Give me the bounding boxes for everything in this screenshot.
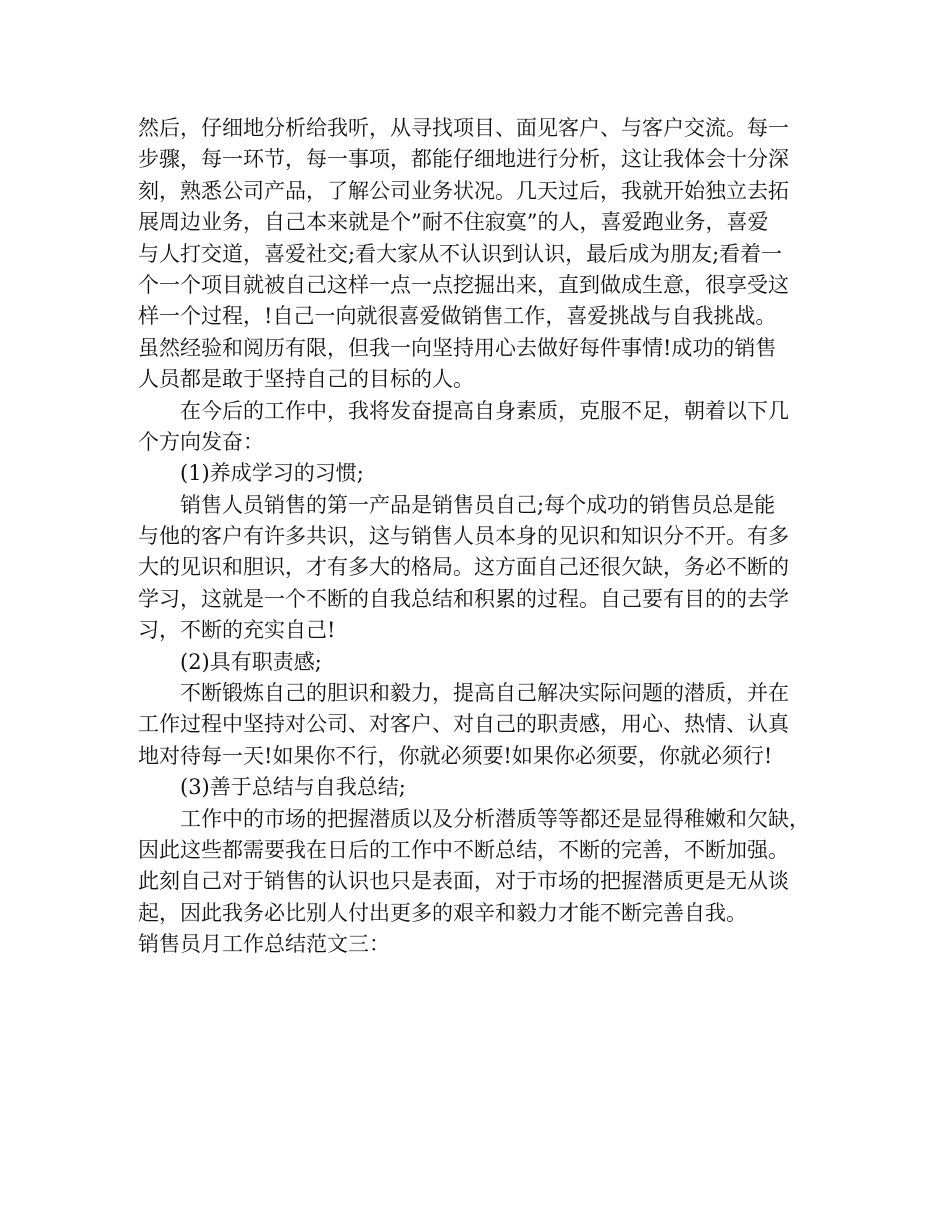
text-line: 大的见识和胆识，才有多大的格局。这方面自己还很欠缺，务必不断的	[138, 555, 789, 580]
text-line: 然后，仔细地分析给我听，从寻找项目、面见客户、与客户交流。每一	[138, 116, 789, 140]
text-line: 步骤，每一环节，每一事项，都能仔细地进行分析，这让我体会十分深	[138, 147, 789, 172]
text-line: 工作过程中坚持对公司、对客户、对自己的职责感，用心、热情、认真	[138, 712, 789, 737]
text-line: 地对待每一天!如果你不行，你就必须要!如果你必须要，你就必须行!	[138, 743, 773, 768]
text-line: 因此这些都需要我在日后的工作中不断总结，不断的完善，不断加强。	[138, 837, 789, 862]
document-page	[138, 113, 828, 961]
text-line: 与人打交道，喜爱社交;看大家从不认识到认识，最后成为朋友;看着一	[138, 241, 783, 266]
text-line: 个方向发奋：	[138, 429, 264, 454]
text-line: 起，因此我务必比别人付出更多的艰辛和毅力才能不断完善自我。	[138, 900, 747, 925]
text-line: 销售人员销售的第一产品是销售员自己;每个成功的销售员总是能	[180, 492, 776, 517]
text-line: 个一个项目就被自己这样一点一点挖掘出来，直到做成生意，很享受这	[138, 272, 789, 297]
text-line: 刻，熟悉公司产品，了解公司业务状况。几天过后，我就开始独立去拓	[138, 178, 789, 203]
text-line: 学习，这就是一个不断的自我总结和积累的过程。自己要有目的的去学	[138, 586, 789, 611]
text-line: (1)养成学习的习惯;	[180, 461, 364, 486]
text-line: 虽然经验和阅历有限，但我一向坚持用心去做好每件事情!成功的销售	[138, 335, 777, 360]
text-line: 此刻自己对于销售的认识也只是表面，对于市场的把握潜质更是无从谈	[138, 869, 789, 894]
text-line: 样一个过程，!自己一向就很喜爱做销售工作，喜爱挑战与自我挑战。	[138, 304, 777, 329]
text-line: 人员都是敢于坚持自己的目标的人。	[138, 367, 474, 392]
text-line: 习，不断的充实自己!	[138, 618, 336, 643]
text-line: 展周边业务，自己本来就是个”耐不住寂寞”的人，喜爱跑业务，喜爱	[138, 210, 769, 235]
text-line: 与他的客户有许多共识，这与销售人员本身的见识和知识分不开。有多	[138, 524, 789, 549]
text-line: 不断锻炼自己的胆识和毅力，提高自己解决实际问题的潜质，并在	[180, 681, 789, 706]
text-line: (2)具有职责感;	[180, 649, 322, 674]
text-line: 工作中的市场的把握潜质以及分析潜质等等都还是显得稚嫩和欠缺，	[180, 806, 810, 831]
text-line: 在今后的工作中，我将发奋提高自身素质，克服不足，朝着以下几	[180, 398, 789, 423]
text-line: (3)善于总结与自我总结;	[180, 775, 406, 800]
text-line: 销售员月工作总结范文三：	[138, 932, 390, 957]
